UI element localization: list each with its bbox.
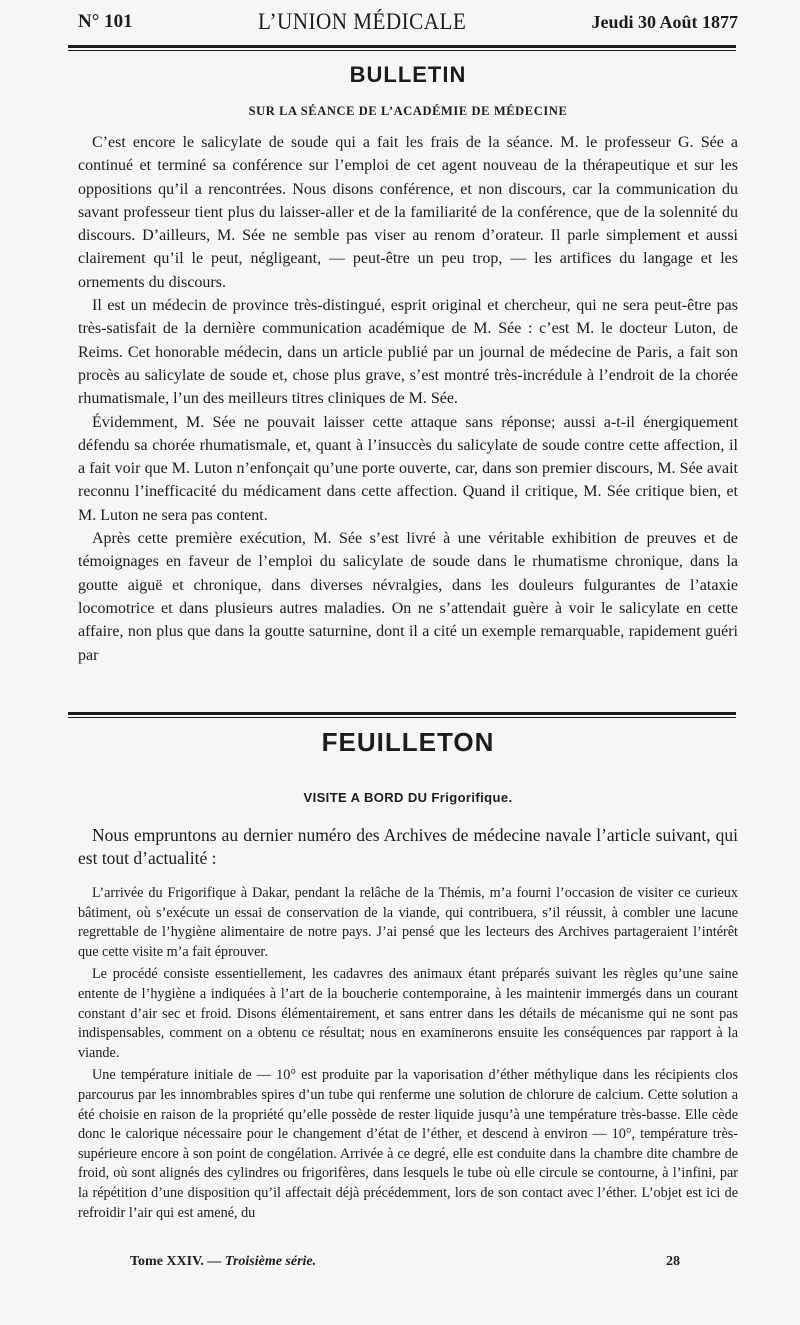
bulletin-paragraph: Évidemment, M. Sée ne pouvait laisser cette attaque sans réponse; aussi a-t-il énergiquement défendu sa chorée rhumatismale, et, quant à l’insuccès du salicylate de soude contre cette affection, il a fait voir que M. Luton n’enfonçait qu’une porte ouverte, car, dans son premier discours, M. Sée avait reconnu l’inefficacité du médicament dans cette affection. Quand il critique, M. Sée critique bien, et M. Luton ne sera pas content. (78, 413, 738, 524)
bulletin-paragraph: C’est encore le salicylate de soude qui a fait les frais de la séance. M. le professeur G. Sée a continué et terminé sa conférence sur l’emploi de cet agent nouveau de la thérapeutique et sur les oppositions qu’il a rencontrées. Nous disons conférence, et non discours, car la communication du savant professeur tient plus du laisser-aller et de la familiarité de la conférence, que de la solennité du discours. D’ailleurs, M. Sée ne semble pas viser au renom d’orateur. Il parle simplement et aussi clairement qu’il le peut, négligeant, — peut-être un peu trop, — les artifices du langage et les ornements du discours. (78, 134, 738, 291)
page-number: 28 (666, 1254, 680, 1269)
footer-volume-series (130, 1254, 316, 1276)
bulletin-title: BULLETIN (349, 62, 467, 87)
header-rule (68, 45, 736, 48)
feuilleton-paragraph: L’arrivée du Frigorifique à Dakar, pendant la relâche de la Thémis, m’a fourni l’occasion de visiter ce curieux bâtiment, où s’exécute un essai de conservation de la viande, qui contribuera, s’il réussit, à combler une lacune regrettable de l’hygiène alimentaire de notre pays. J’ai pensé que les lecteurs des Archives partageraient l’intérêt que cette visite m’a fait éprouver. (78, 885, 738, 960)
page-footer (130, 1254, 680, 1276)
feuilleton-paragraph: Le procédé consiste essentiellement, les cadavres des animaux étant préparés suivant les règles qu’une saine entente de l’hygiène a indiquées à l’art de la boucherie contemporaine, à les maintenir immergés dans un courant constant d’air sec et froid. Disons élémentairement, et sans entrer dans les détails de mécanisme qui ne sont pas indispensables, comment on a obtenu ce résultat; nous en examinerons ensuite les conséquences par rapport à la viande. (78, 966, 738, 1061)
issue-date: Jeudi 30 Août 1877 (591, 11, 738, 32)
issue-number: N° 101 (78, 11, 133, 32)
bulletin-paragraph: Après cette première exécution, M. Sée s’est livré à une véritable exhibition de preuves et de témoignages en faveur de l’emploi du salicylate de soude dans le rhumatisme chronique, dans la goutte aiguë et chronique, dans diverses névralgies, dans les douleurs fulgurantes de l’ataxie locomotrice et dans plusieurs autres maladies. On ne s’attendait guère à voir le salicylate en cette affaire, non plus que dans la goutte saturnine, dont il a cité un exemple remarquable, rapidement guéri par (78, 530, 738, 664)
bulletin-paragraph: Il est un médecin de province très-distingué, esprit original et chercheur, qui ne sera peut-être pas très-satisfait de la dernière communication académique de M. Sée : c’est M. le docteur Luton, de Reims. Cet honorable médecin, dans un article publié par un journal de médecine de Paris, a fait son procès au salicylate de soude et, chose plus grave, s’est montré très-incrédule à l’endroit de la chorée rhumatismale, l’un des meilleurs titres cliniques de M. Sée. (78, 297, 738, 408)
feuilleton-body (78, 884, 738, 1226)
bulletin-body (78, 131, 738, 667)
feuilleton-subtitle: VISITE A BORD DU Frigorifique. (303, 790, 513, 805)
page-header (78, 6, 738, 38)
bulletin-subtitle: SUR LA SÉANCE DE L’ACADÉMIE DE MÉDECINE (248, 104, 568, 118)
journal-title: L’UNION MÉDICALE (257, 9, 467, 34)
header-rule-thin (68, 50, 736, 51)
feuilleton-rule (68, 712, 736, 715)
feuilleton-title: FEUILLETON (321, 727, 495, 757)
footer-series: — Troisième série. (207, 1254, 317, 1269)
feuilleton-paragraph: Une température initiale de — 10° est produite par la vaporisation d’éther méthylique dans les récipients clos parcourus par les innombrables spires d’un tube qui renferme une solution de chlorure de calcium. Cette solution a été choisie en raison de la propriété qu’elle possède de rester liquide jusqu’à une température très-basse. Elle cède donc le calorique nécessaire pour le changement d’état de l’éther, et descend à environ — 10°, température très-supérieure encore à son point de congélation. Arrivée à ce degré, elle est conduite dans la chambre dite chambre de froid, où sont alignés des cylindres ou frigorifères, dans lesquels le tube où elle circule se contourne, à l’infini, par la répétition d’une disposition qu’il affectait déjà précédemment, lors de son contact avec l’éther. L’objet est ici de refroidir l’air qui est amené, du (78, 1067, 738, 1221)
feuilleton-rule-thin (68, 717, 736, 718)
feuilleton-intro-block (78, 824, 738, 870)
feuilleton-intro: Nous empruntons au dernier numéro des Archives de médecine navale l’article suivant, qui est tout d’actualité : (78, 825, 738, 868)
footer-volume: Tome XXIV. (130, 1254, 204, 1269)
